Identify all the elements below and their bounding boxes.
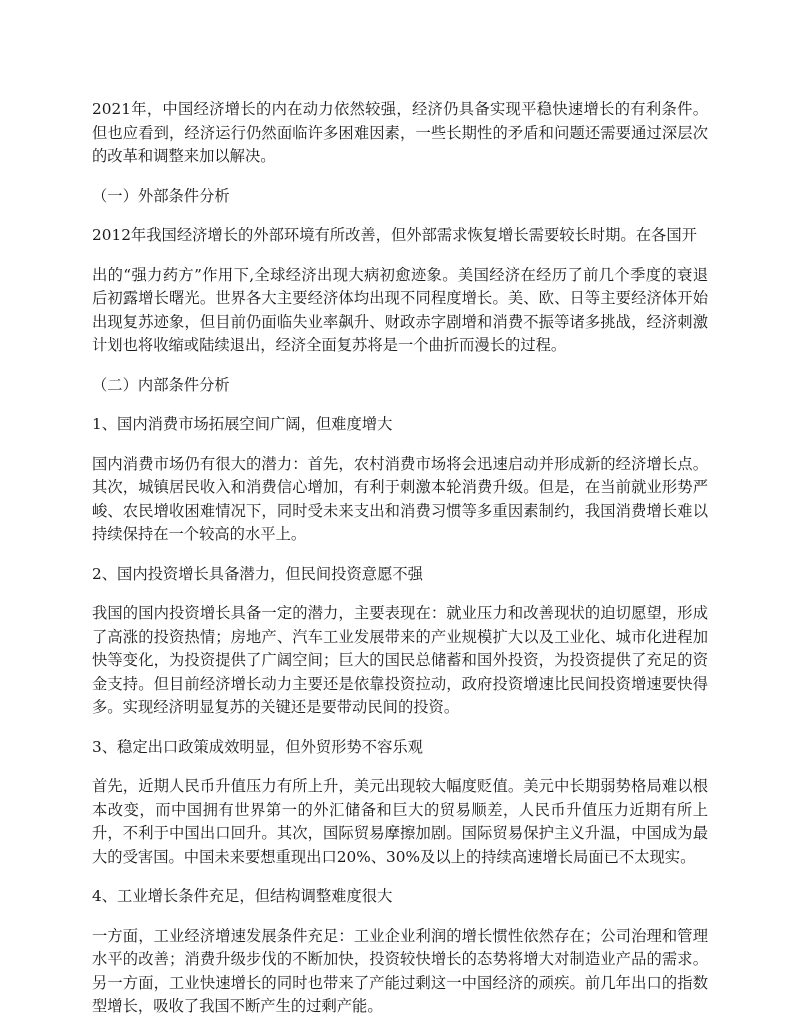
consumption-paragraph: 国内消费市场仍有很大的潜力：首先，农村消费市场将会迅速启动并形成新的经济增长点。其次，城镇居民收入和消费信心增加，有利于刺激本轮消费升级。但是，在当前就业形势严峻、农民增收困难情况下，同时受未来支出和消费习惯等多重因素制约，我国消费增长难以持续保持在一个较高的水平上。 <box>92 454 708 543</box>
industry-paragraph: 一方面，工业经济增速发展条件充足：工业企业利润的增长惯性依然存在；公司治理和管理水平的改善；消费升级步伐的不断加快，投资较快增长的态势将增大对制造业产品的需求。另一方面，工业快速增长的同时也带来了产能过剩这一中国经济的顽疾。前几年出口的指数型增长，吸收了我国不断产生的过剩产能。 <box>92 926 708 1015</box>
external-paragraph-part2: 出的“强力药方”作用下,全球经济出现大病初愈迹象。美国经济在经历了前几个季度的衰退后初露增长曙光。世界各大主要经济体均出现不同程度增长。美、欧、日等主要经济体开始出现复苏迹象，但目前仍面临失业率飙升、财政赤字剧增和消费不振等诸多挑战，经济刺激计划也将收缩或陆续退出，经济全面复苏将是一个曲折而漫长的过程。 <box>92 265 708 354</box>
section-heading-internal: （二）内部条件分析 <box>92 375 230 394</box>
investment-paragraph: 我国的国内投资增长具备一定的潜力，主要表现在：就业压力和改善现状的迫切愿望，形成了高涨的投资热情；房地产、汽车工业发展带来的产业规模扩大以及工业化、城市化进程加快等变化，为投资提供了广阔空间；巨大的国民总储蓄和国外投资，为投资提供了充足的资金支持。但目前经济增长动力主要还是依靠投资拉动，政府投资增速比民间投资增速要快得多。实现经济明显复苏的关键还是要带动民间的投资。 <box>92 604 708 716</box>
subheading-investment: 2、国内投资增长具备潜力，但民间投资意愿不强 <box>92 564 423 583</box>
subheading-industry: 4、工业增长条件充足，但结构调整难度很大 <box>92 887 393 905</box>
subheading-consumption: 1、国内消费市场拓展空间广阔，但难度增大 <box>92 415 393 433</box>
intro-paragraph: 2021年，中国经济增长的内在动力依然较强，经济仍具备实现平稳快速增长的有利条件。但也应看到，经济运行仍然面临许多困难因素，一些长期性的矛盾和问题还需要通过深层次的改革和调整来加以解决。 <box>92 100 708 165</box>
external-paragraph-part1: 2012年我国经济增长的外部环境有所改善，但外部需求恢复增长需要较长时期。在各国开 <box>92 226 697 244</box>
export-paragraph: 首先，近期人民币升值压力有所上升，美元出现较大幅度贬值。美元中长期弱势格局难以根本改变，而中国拥有世界第一的外汇储备和巨大的贸易顺差，人民币升值压力近期有所上升，不利于中国出口回升。其次，国际贸易摩擦加剧。国际贸易保护主义升温，中国成为最大的受害国。中国未来要想重现出口20%、30%及以上的持续高速增长局面已不太现实。 <box>92 777 708 866</box>
subheading-export: 3、稳定出口政策成效明显，但外贸形势不容乐观 <box>92 737 423 756</box>
section-heading-external: （一）外部条件分析 <box>92 186 230 205</box>
